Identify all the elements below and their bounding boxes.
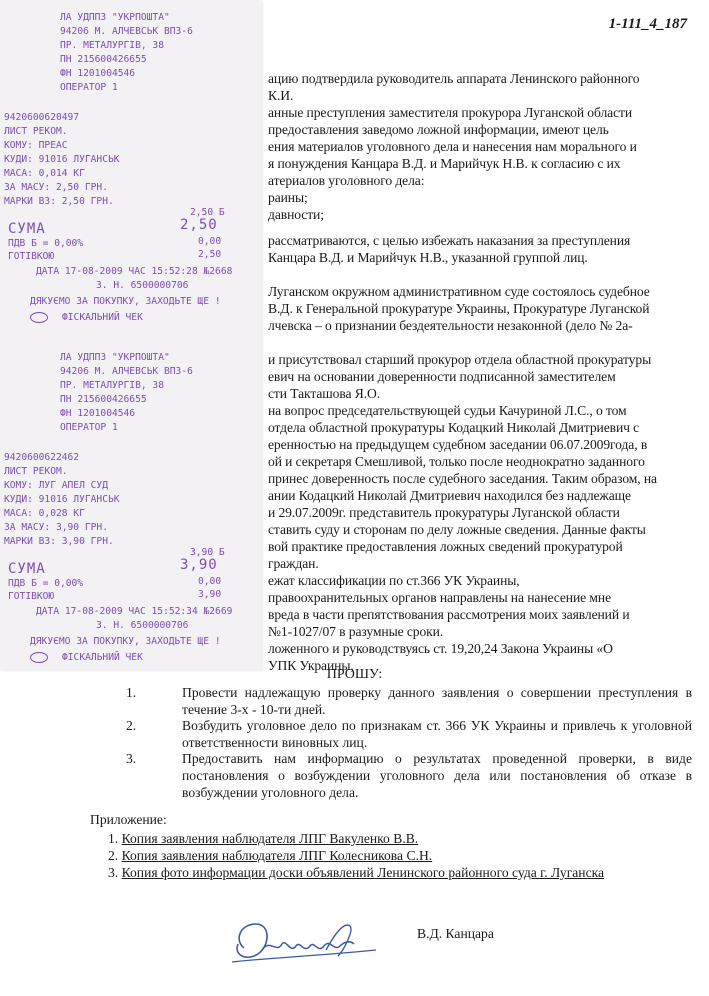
receipt-sum-value: 2,50 bbox=[180, 217, 218, 233]
receipt-vat-value: 0,00 bbox=[198, 236, 222, 247]
letter-line: №1-1027/07 в разумные сроки. bbox=[268, 624, 444, 639]
letter-line: раины; bbox=[268, 190, 308, 205]
receipt-vat-label: ПДВ Б = 0,00% bbox=[8, 238, 84, 249]
letter-line: я понуждения Канцара В.Д. и Марийчук Н.В. к согласию с их bbox=[268, 156, 621, 171]
receipt-body-line: МАСА: 0,028 КГ bbox=[4, 508, 85, 519]
receipt-body-line: КУДИ: 91016 ЛУГАНСЬК bbox=[4, 154, 120, 165]
receipt-vat-label: ПДВ Б = 0,00% bbox=[8, 578, 84, 589]
fiscal-logo-icon bbox=[30, 312, 48, 323]
letter-line: на вопрос председательствующей судьи Качуриной Л.С., о том bbox=[268, 403, 627, 418]
letter-line: граждан. bbox=[268, 556, 319, 571]
receipt-body-line: 9420600620497 bbox=[4, 112, 80, 123]
receipt-body-line: КОМУ: ПРЕАС bbox=[4, 140, 68, 151]
receipt-body-line: КУДИ: 91016 ЛУГАНСЬК bbox=[4, 494, 120, 505]
receipt-body-line: ЛИСТ РЕКОМ. bbox=[4, 466, 68, 477]
receipt-header-line: 94206 М. АЛЧЕВСЬК ВПЗ-6 bbox=[60, 366, 193, 377]
receipt-header-line: ПР. МЕТАЛУРГІВ, 38 bbox=[60, 380, 164, 391]
fiscal-logo-icon bbox=[30, 652, 48, 663]
request-item-number: 2. bbox=[126, 718, 137, 733]
letter-line: лчевска – о признании бездеятельности незаконной (дело № 2а- bbox=[268, 318, 633, 333]
attachment-item bbox=[108, 830, 418, 847]
letter-line: Канцара В.Д. и Марийчук Н.В., указанной группой лиц. bbox=[268, 250, 588, 265]
receipt-serial: З. Н. 6500000706 bbox=[96, 280, 189, 291]
letter-line: отдела областной прокуратуры Кодацкий Николай Дмитриевич с bbox=[268, 420, 640, 435]
receipt-body-line: МАСА: 0,014 КГ bbox=[4, 168, 85, 179]
receipt-body-line: ЗА МАСУ: 3,90 ГРН. bbox=[4, 522, 108, 533]
attachment-number: 2. bbox=[108, 848, 119, 863]
receipt-body-line: 9420600622462 bbox=[4, 452, 80, 463]
letter-line: правоохранительных органов направлены на нанесение мне bbox=[268, 590, 611, 605]
receipt-subtotal: 3,90 Б bbox=[190, 547, 225, 558]
receipt-body-line: МАРКИ ВЗ: 3,90 ГРН. bbox=[4, 536, 114, 547]
receipt-subtotal: 2,50 Б bbox=[190, 207, 225, 218]
receipt-datetime: ДАТА 17-08-2009 ЧАС 15:52:28 №2668 bbox=[36, 266, 233, 277]
letter-line: ацию подтвердила руководитель аппарата Ленинского районного bbox=[268, 71, 640, 86]
attachment-number: 3. bbox=[108, 865, 119, 880]
letter-line: и присутствовал старший прокурор отдела областной прокуратуры bbox=[268, 352, 652, 367]
request-item-number: 1. bbox=[126, 685, 137, 700]
document-id: 1-111_4_187 bbox=[608, 16, 687, 32]
receipt-header-line: ОПЕРАТОР 1 bbox=[60, 422, 118, 433]
letter-line: ежат классификации по ст.366 УК Украины, bbox=[268, 573, 520, 588]
receipt-header-line: ЛА УДППЗ "УКРПОШТА" bbox=[60, 352, 170, 363]
receipt-header-line: ПН 215600426655 bbox=[60, 394, 147, 405]
receipt-header-line: ПР. МЕТАЛУРГІВ, 38 bbox=[60, 40, 164, 51]
request-title: ПРОШУ: bbox=[326, 667, 383, 682]
receipt-serial: З. Н. 6500000706 bbox=[96, 620, 189, 631]
letter-line: ой и секретаря Смешливой, только после неоднократно заданного bbox=[268, 454, 645, 469]
letter-line: ения материалов уголовного дела и нанесения нам морального и bbox=[268, 139, 637, 154]
receipt-cash-label: ГОТІВКОЮ bbox=[8, 591, 55, 602]
letter-line: вой практике предоставления ложных сведений прокуратурой bbox=[268, 539, 623, 554]
letter-line: ании Кодацкий Николай Дмитриевич находился без надлежаще bbox=[268, 488, 631, 503]
letter-line: В.Д. к Генеральной прокуратуре Украины, Прокуратуре Луганской bbox=[268, 301, 650, 316]
receipt-body-line: ЛИСТ РЕКОМ. bbox=[4, 126, 68, 137]
attachments-title: Приложение: bbox=[90, 812, 167, 827]
letter-line: ставить суду и сторонам по делу ложные сведения. Данные факты bbox=[268, 522, 646, 537]
letter-line: предоставления заведомо ложной информации, имеют цель bbox=[268, 122, 609, 137]
request-item-text: Возбудить уголовное дело по признакам ст. 366 УК Украины и привлечь к уголовной ответственности виновных лиц. bbox=[182, 718, 692, 750]
letter-line: давности; bbox=[268, 207, 324, 222]
letter-line: еренностью на предыдущем судебном заседании 06.07.2009года, в bbox=[268, 437, 648, 452]
receipt-header-line: ПН 215600426655 bbox=[60, 54, 147, 65]
receipt-body-line: КОМУ: ЛУГ АПЕЛ СУД bbox=[4, 480, 108, 491]
receipt-cash-value: 3,90 bbox=[198, 589, 222, 600]
receipt-sum-label: СУМА bbox=[8, 561, 46, 577]
handwritten-signature bbox=[226, 910, 396, 970]
letter-line: К.И. bbox=[268, 88, 294, 103]
signer-name: В.Д. Канцара bbox=[417, 926, 494, 941]
receipt-header-line: ЛА УДППЗ "УКРПОШТА" bbox=[60, 12, 170, 23]
letter-line: сти Такташова Я.О. bbox=[268, 386, 381, 401]
receipt-datetime: ДАТА 17-08-2009 ЧАС 15:52:34 №2669 bbox=[36, 606, 233, 617]
attachment-text: Копия фото информации доски объявлений Ленинского районного суда г. Луганска bbox=[121, 865, 605, 880]
letter-line: вреда в части препятствования рассмотрения моих заявлений и bbox=[268, 607, 630, 622]
receipt-sum-value: 3,90 bbox=[180, 557, 218, 573]
letter-line: ложенного и руководствуясь ст. 19,20,24 Закона Украины «О bbox=[268, 641, 613, 656]
attachment-text: Копия заявления наблюдателя ЛПГ Вакуленко В.В. bbox=[121, 831, 419, 846]
receipt-fiscal: ФІСКАЛЬНИЙ ЧЕК bbox=[62, 652, 143, 663]
request-item-text: Предоставить нам информацию о результатах проведенной проверки, в виде постановления о возбуждении уголовного дела или постановления об отказе в возбуждении уголовного дела. bbox=[182, 751, 692, 800]
receipt-vat-value: 0,00 bbox=[198, 576, 222, 587]
receipts-overlay bbox=[0, 0, 262, 670]
receipt-fiscal: ФІСКАЛЬНИЙ ЧЕК bbox=[62, 312, 143, 323]
receipt-header-line: 94206 М. АЛЧЕВСЬК ВПЗ-6 bbox=[60, 26, 193, 37]
receipt-thanks: ДЯКУЄМО ЗА ПОКУПКУ, ЗАХОДЬТЕ ЩЕ ! bbox=[30, 636, 221, 647]
letter-line: евич на основании доверенности подписанной заместителем bbox=[268, 369, 616, 384]
receipt-body-line: ЗА МАСУ: 2,50 ГРН. bbox=[4, 182, 108, 193]
request-item-number: 3. bbox=[126, 751, 137, 766]
receipt-body-line: МАРКИ ВЗ: 2,50 ГРН. bbox=[4, 196, 114, 207]
request-item-text: Провести надлежащую проверку данного заявления о совершении преступления в течение 3-х - 10-ти дней. bbox=[182, 685, 692, 717]
receipt-sum-label: СУМА bbox=[8, 221, 46, 237]
attachment-item bbox=[108, 847, 432, 864]
attachment-item bbox=[108, 864, 604, 881]
receipt-cash-value: 2,50 bbox=[198, 249, 222, 260]
letter-line: атериалов уголовного дела: bbox=[268, 173, 425, 188]
receipt-header-line: ФН 1201004546 bbox=[60, 408, 136, 419]
letter-line: анные преступления заместителя прокурора Луганской области bbox=[268, 105, 633, 120]
letter-line: и 29.07.2009г. представитель прокуратуры Луганской области bbox=[268, 505, 620, 520]
attachment-text: Копия заявления наблюдателя ЛПГ Колесникова С.Н. bbox=[121, 848, 433, 863]
receipt-header-line: ФН 1201004546 bbox=[60, 68, 136, 79]
letter-line: Луганском окружном административном суде состоялось судебное bbox=[268, 284, 650, 299]
receipt-thanks: ДЯКУЄМО ЗА ПОКУПКУ, ЗАХОДЬТЕ ЩЕ ! bbox=[30, 296, 221, 307]
receipt-cash-label: ГОТІВКОЮ bbox=[8, 251, 55, 262]
receipt-header-line: ОПЕРАТОР 1 bbox=[60, 82, 118, 93]
letter-line: принес доверенность после судебного заседания. Таким образом, на bbox=[268, 471, 657, 486]
attachment-number: 1. bbox=[108, 831, 119, 846]
letter-line: УПК Украины, bbox=[268, 658, 354, 673]
letter-line: рассматриваются, с целью избежать наказания за преступления bbox=[268, 233, 631, 248]
